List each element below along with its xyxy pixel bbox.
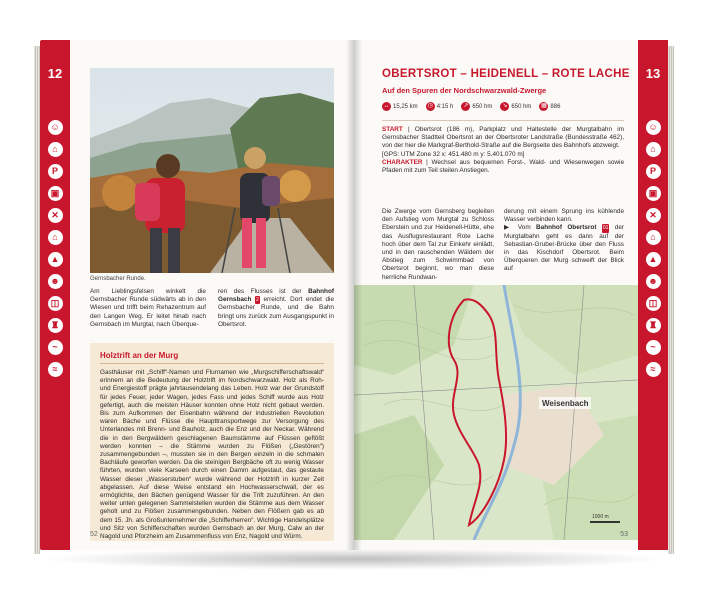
right-text-column-2 bbox=[504, 208, 624, 274]
restaurant-icon: ✕ bbox=[48, 208, 63, 223]
right-folio: 53 bbox=[620, 531, 628, 538]
water-icon: ~ bbox=[48, 340, 63, 355]
waypoint-badge-start: 01 bbox=[602, 225, 609, 232]
col2-top: derung mit einem Sprung ins kühlende Wasser verbinden kann. bbox=[504, 208, 624, 224]
hiking-photo bbox=[90, 68, 334, 273]
stat-map-value: 886 bbox=[550, 103, 561, 110]
descent-icon: ↘ bbox=[502, 103, 508, 109]
water-icon: ~ bbox=[646, 340, 661, 355]
stat-duration-value: 4:15 h bbox=[436, 103, 454, 110]
stat-distance-value: 15,25 km bbox=[393, 103, 418, 110]
stat-descent bbox=[500, 102, 531, 111]
restaurant-icon: ✕ bbox=[646, 208, 661, 223]
col2-text-c: Vom bbox=[512, 224, 537, 232]
stat-ascent-value: 650 hm bbox=[472, 103, 493, 110]
book-gutter bbox=[346, 40, 362, 550]
waypoint-badge: 2 bbox=[256, 297, 259, 304]
distance-icon: ↔ bbox=[383, 103, 390, 109]
train-icon: ◫ bbox=[646, 296, 661, 311]
photo-caption: Gernsbacher Runde. bbox=[90, 276, 146, 282]
left-text-column-2 bbox=[218, 288, 334, 329]
right-page-number: 13 bbox=[645, 66, 661, 81]
train-icon: ◫ bbox=[48, 296, 63, 311]
clock-icon: ◷ bbox=[427, 103, 433, 109]
stats-divider bbox=[382, 120, 624, 121]
info-box bbox=[90, 343, 334, 541]
hut-icon: ⌂ bbox=[646, 230, 661, 245]
route-stats bbox=[382, 102, 560, 111]
right-text-column-1: Die Zwerge vom Gernsberg begleiten den Aufstieg vom Murgtal zu Schloss Eberstein und zur Heidenell-Hütte, ehe das Ausflugsrestaurant Rote Lache hoch über dem Tal zur Einkehr einlädt, und in den rauschenden Wäldern der Abstieg zum Schwimmbad von Obertsrot beginnt, wo man diese herrliche Rundwan- bbox=[382, 208, 494, 281]
gps-text: [GPS: UTM Zone 32 x: 451.480 m y: 5.401.070 m] bbox=[382, 150, 525, 158]
stat-map bbox=[539, 102, 560, 111]
right-icon-column bbox=[638, 120, 668, 384]
stat-duration bbox=[426, 102, 454, 111]
parking-icon: P bbox=[48, 164, 63, 179]
parking-icon: P bbox=[646, 164, 661, 179]
castle-icon: ♜ bbox=[646, 318, 661, 333]
home-icon: ⌂ bbox=[48, 142, 63, 157]
ascent-icon: ↗ bbox=[463, 103, 469, 109]
stat-distance bbox=[382, 102, 418, 111]
swim-icon: ≈ bbox=[48, 362, 63, 377]
start-label: START bbox=[382, 126, 403, 133]
left-icon-column bbox=[40, 120, 70, 384]
stat-descent-value: 650 hm bbox=[511, 103, 532, 110]
left-text-column-1: Am Lieblingsfelsen winkelt die Gernsbacher Runde südwärts ab in den Wiesen und trifft beim Rehazentrum auf den Langen Weg. Er leitet hinab nach Gernsbach im Murgtal, nach Überque- bbox=[90, 288, 206, 328]
left-page-number: 12 bbox=[47, 66, 63, 81]
character-label: CHARAKTER bbox=[382, 158, 423, 166]
left-folio: 52 bbox=[90, 531, 98, 538]
route-subtitle: Auf den Spuren der Nordschwarzwald-Zwerge bbox=[382, 86, 547, 95]
bus-icon: ▣ bbox=[48, 186, 63, 201]
map-icon: ▦ bbox=[541, 103, 547, 109]
mountain-icon: ▲ bbox=[646, 252, 661, 267]
hikers-image bbox=[90, 68, 334, 273]
character-text: | Wechsel aus bequemen Forst-, Wald- und Wiesenwegen sowie Pfaden mit zum Teil steilen Anstiegen. bbox=[382, 158, 624, 175]
info-box-title: Holztrift an der Murg bbox=[100, 351, 179, 360]
bear-icon: ☺ bbox=[646, 120, 661, 135]
info-box-rule bbox=[100, 363, 324, 364]
station-obertsrot: Bahnhof Obertsrot bbox=[536, 224, 597, 232]
page-edges-right bbox=[668, 46, 674, 554]
family-icon: ☻ bbox=[48, 274, 63, 289]
open-book bbox=[40, 40, 668, 560]
station-gernsbach: Bahnhof Gernsbach bbox=[218, 288, 334, 304]
col2-text-d: der Murgtalbahn geht es dann auf der Sebastian-Gruber-Brücke über den Fluss in das Kischdorf Obertsrot. Beim Überqueren der Murg schweift der Blick auf bbox=[504, 224, 624, 273]
swim-icon: ≈ bbox=[646, 362, 661, 377]
bus-icon: ▣ bbox=[646, 186, 661, 201]
right-page bbox=[354, 40, 668, 550]
left-page bbox=[40, 40, 354, 550]
map-place-label: Weisenbach bbox=[542, 399, 589, 408]
info-box-body: Gasthäuser mit „Schiff“-Namen und Flurnamen wie „Murgschifferschaftswald“ erinnern an die Bedeutung der Holztrift im Nordschwarzwald. Holz als Roh- und Energiestoff prägte jahrtausendelang das Leben. Holz war der Grundstoff für jedes Feuer, jeder Wagen, jedes Fass und jedes Schiff wurde aus Holz gefertigt, auch die meisten Häuser konnten ohne Holz nicht gebaut werden. Bis zum Aufkommen der Eisenbahn während der industriellen Revolution waren Bäche und Flüsse die Haupttransportwege zur Versorgung des Unterlandes mit Brenn- und Bauholz, auch die Enz und der Neckar. Während die in den Bergwäldern geschlagenen Baumstämme auf Flüssen geflößt werden konnten – die Stämme wurden zu Flößen („Gestören“) zusammengebunden –, mussten sie in den Bergen einzeln in die schmalen Bachläufe geworfen werden. Da die steinigen Bergbäche oft zu wenig Wasser führten, wurden viele Karseen durch einen Damm aufgestaut, das gestaute Wasser dieser „Wasserstuben“ wurde während der Holztrift in kurzer Zeit abgelassen. Auf diese Weise entstand ein Hochwasserschwall, der es ermöglichte, den Bächen genügend Wasser für die Trift zuzuführen. An den weiter unten gelegenen Sammelstellen wurden die Stämme aus dem Wasser geholt und zu Flößen zusammengebunden. Neben den Flößern gab es ab dem 15. Jh. als Großunternehmer die „Schifferherren“. Wichtige Handelsplätze und Sitz von Schifferschaften wurden Gernsbach an der Murg, Calw an der Nagold und Pforzheim am Zusammenfluss von Enz, Nagold und Würm. bbox=[100, 369, 324, 541]
bear-icon: ☺ bbox=[48, 120, 63, 135]
route-title: OBERTSROT – HEIDENELL – ROTE LACHE bbox=[382, 68, 630, 80]
route-map bbox=[354, 285, 638, 540]
topographic-map bbox=[354, 285, 638, 540]
mountain-icon: ▲ bbox=[48, 252, 63, 267]
start-block bbox=[382, 126, 624, 175]
col2-text-a: ren des Flusses ist der bbox=[218, 288, 309, 295]
right-sidebar bbox=[638, 40, 668, 550]
walk-icon: ▶ bbox=[504, 224, 513, 232]
hut-icon: ⌂ bbox=[48, 230, 63, 245]
left-sidebar bbox=[40, 40, 70, 550]
stat-ascent bbox=[461, 102, 492, 111]
castle-icon: ♜ bbox=[48, 318, 63, 333]
start-text: | Obertsrot (186 m), Parkplatz und Haltestelle der Murgtalbahn im Gernsbacher Stadtteil Obertsrot an der Obertsroter Landstraße (Bundesstraße 462), von der hier die Markgraf-Berthold-Straße auf die Bergseite des Bahnhofs abzweigt. bbox=[382, 126, 624, 150]
map-scale-label: 1000 m bbox=[592, 514, 609, 520]
family-icon: ☻ bbox=[646, 274, 661, 289]
col2-text-b: erreicht. Dort endet die Gernsbacher Runde, und die Bahn bringt uns zurück zum Ausgangspunkt in Obertsrot. bbox=[218, 296, 335, 328]
home-icon: ⌂ bbox=[646, 142, 661, 157]
